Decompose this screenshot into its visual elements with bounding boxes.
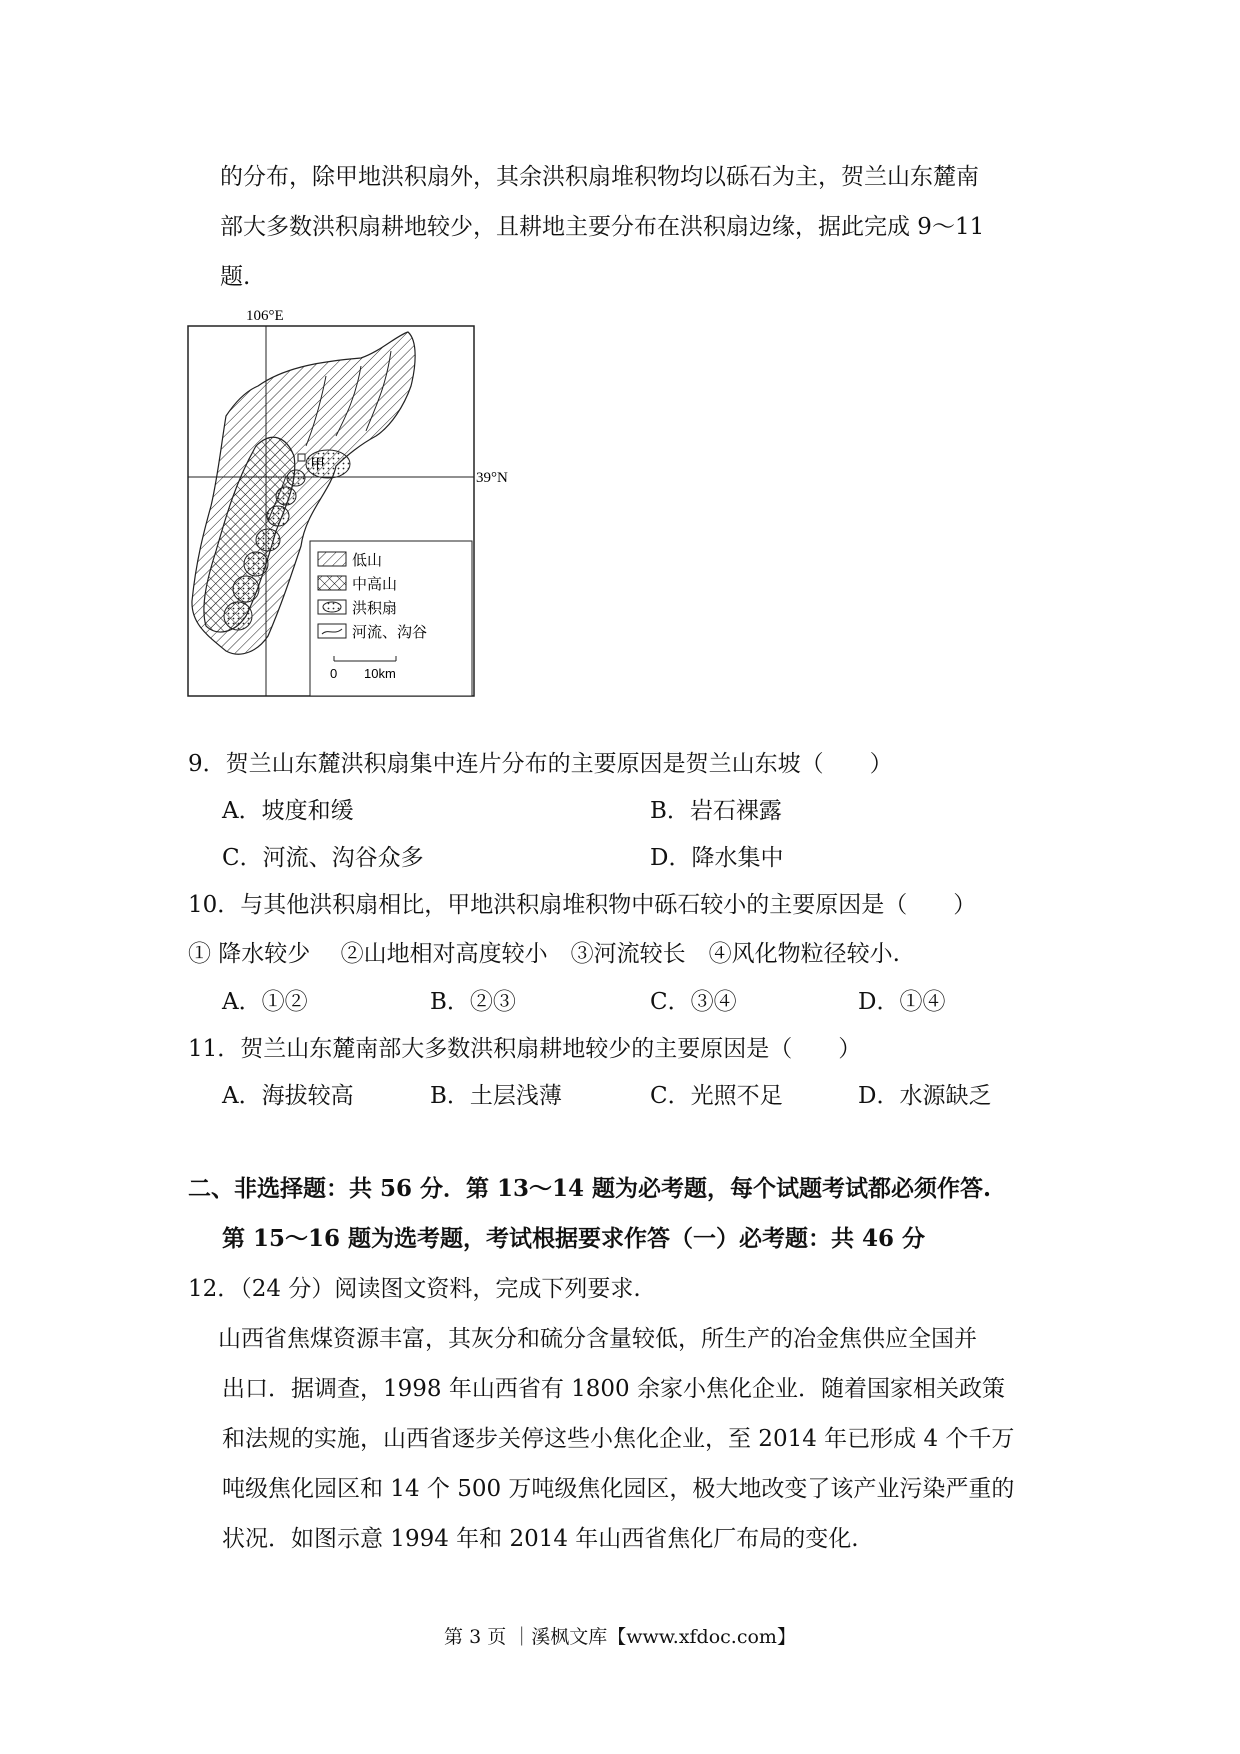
section2-heading-line-1: 二、非选择题：共 56 分．第 13～14 题为必考题，每个试题考试都必须作答.	[188, 1175, 992, 1202]
q12-stem: 12．（24 分）阅读图文资料，完成下列要求.	[188, 1276, 641, 1302]
q9-option-b: B．岩石裸露	[650, 798, 782, 824]
legend-low-mountain-label: 低山	[352, 551, 383, 569]
intro-line-3: 题.	[220, 264, 251, 290]
q10-option-b: B．②③	[430, 989, 516, 1015]
q9-option-a: A．坡度和缓	[222, 798, 354, 824]
q9-stem: 9．贺兰山东麓洪积扇集中连片分布的主要原因是贺兰山东坡（ ）	[188, 751, 893, 777]
latitude-label: 39°N	[476, 470, 508, 486]
legend-alluvial-fan-label: 洪积扇	[352, 599, 398, 617]
legend-river-swatch	[318, 624, 346, 638]
q10-option-d: D．①④	[858, 989, 946, 1015]
page-footer: 第 3 页 ｜溪枫文库【www.xfdoc.com】	[444, 1626, 796, 1648]
q11-option-c: C．光照不足	[650, 1083, 783, 1109]
q12-paragraph-line-4: 吨级焦化园区和 14 个 500 万吨级焦化园区，极大地改变了该产业污染严重的	[222, 1476, 1015, 1502]
site-jia-label: 甲	[310, 455, 326, 473]
scale-zero: 0	[330, 666, 338, 681]
helan-mountain-map	[186, 306, 520, 698]
q10-items: ① 降水较少 ②山地相对高度较小 ③河流较长 ④风化物粒径较小.	[188, 941, 900, 967]
section2-heading-line-2: 第 15～16 题为选考题，考试根据要求作答（一）必考题：共 46 分	[222, 1225, 926, 1252]
legend-mid-high-mountain-label: 中高山	[352, 575, 398, 593]
intro-line-1: 的分布，除甲地洪积扇外，其余洪积扇堆积物均以砾石为主，贺兰山东麓南	[220, 164, 979, 190]
q11-option-a: A．海拔较高	[222, 1083, 354, 1109]
q11-stem: 11．贺兰山东麓南部大多数洪积扇耕地较少的主要原因是（ ）	[188, 1036, 862, 1062]
q10-option-c: C．③④	[650, 989, 737, 1015]
legend-mid-high-mountain-swatch	[318, 576, 346, 590]
legend-low-mountain-swatch	[318, 552, 346, 566]
longitude-label: 106°E	[246, 308, 284, 324]
q12-paragraph-line-5: 状况．如图示意 1994 年和 2014 年山西省焦化厂布局的变化.	[222, 1526, 859, 1552]
legend-river-label: 河流、沟谷	[352, 623, 428, 641]
q12-paragraph-line-2: 出口．据调查，1998 年山西省有 1800 余家小焦化企业．随着国家相关政策	[222, 1376, 1005, 1402]
q12-paragraph-line-3: 和法规的实施，山西省逐步关停这些小焦化企业，至 2014 年已形成 4 个千万	[222, 1426, 1015, 1452]
q12-paragraph-line-1: 山西省焦煤资源丰富，其灰分和硫分含量较低，所生产的冶金焦供应全国并	[218, 1326, 977, 1352]
q10-stem: 10．与其他洪积扇相比，甲地洪积扇堆积物中砾石较小的主要原因是（ ）	[188, 892, 977, 918]
site-jia-marker	[298, 454, 305, 461]
intro-line-2: 部大多数洪积扇耕地较少，且耕地主要分布在洪积扇边缘，据此完成 9～11	[220, 214, 985, 240]
q11-option-b: B．土层浅薄	[430, 1083, 562, 1109]
q10-option-a: A．①②	[222, 989, 308, 1015]
scale-end: 10km	[364, 666, 396, 681]
q11-option-d: D．水源缺乏	[858, 1083, 992, 1109]
q9-option-d: D．降水集中	[650, 845, 784, 871]
q9-option-c: C．河流、沟谷众多	[222, 845, 424, 871]
